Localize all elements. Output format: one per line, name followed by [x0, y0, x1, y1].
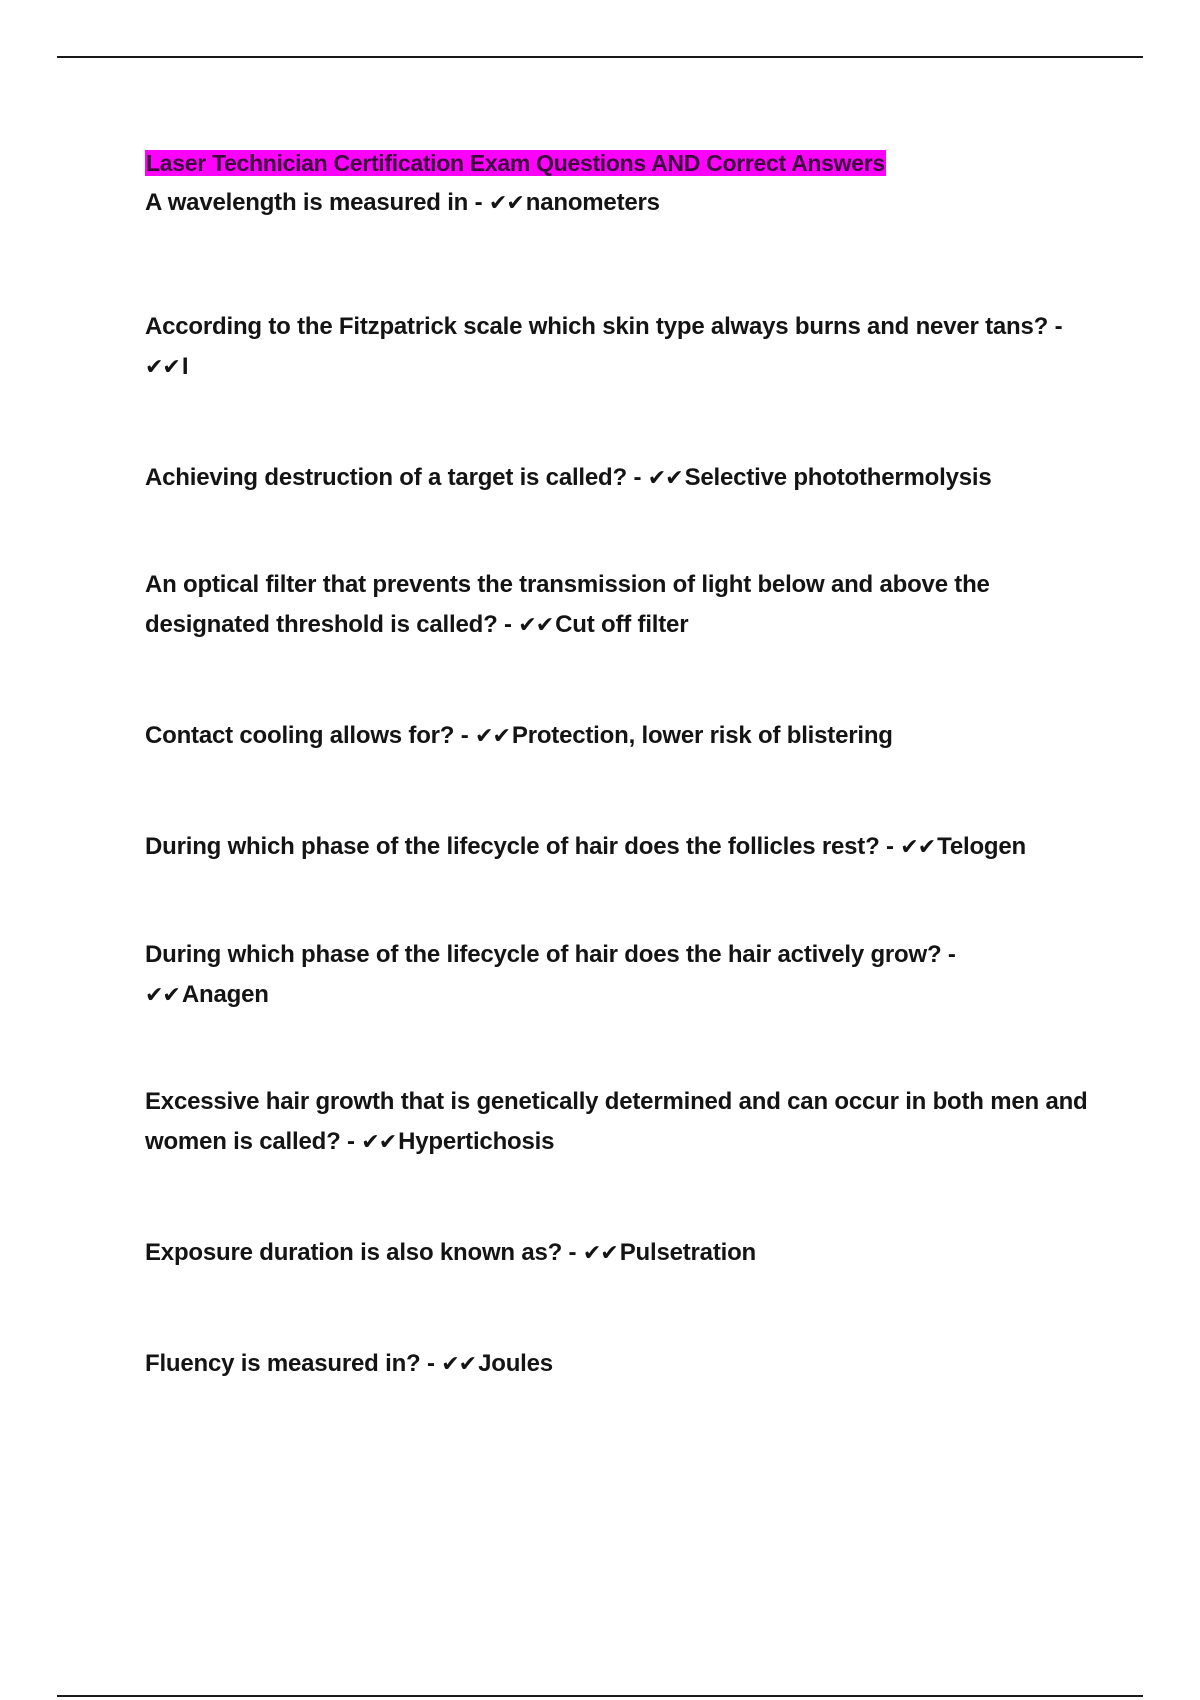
separator: -: [941, 941, 956, 968]
qa-item-4: [145, 565, 1105, 646]
separator: -: [879, 833, 901, 860]
check-mark-icon: ✔✔: [475, 724, 510, 749]
question-text: According to the Fitzpatrick scale which skin type always burns and never tans?: [145, 313, 1049, 340]
question-text: During which phase of the lifecycle of hair does the follicles rest?: [145, 833, 880, 860]
question-text: Contact cooling allows for?: [145, 722, 455, 749]
check-mark-icon: ✔✔: [518, 613, 554, 638]
answer-text: Anagen: [181, 981, 269, 1008]
page-title: [145, 146, 886, 180]
bottom-rule: [57, 1695, 1143, 1697]
question-text: A wavelength is measured in: [145, 189, 469, 216]
question-text: Excessive hair growth that is genetically determined and can occur in both men and women is called?: [145, 1088, 1088, 1155]
answer-text: Selective photothermolysis: [684, 464, 992, 491]
check-mark-icon: ✔✔: [361, 1130, 397, 1155]
answer-text: Protection, lower risk of blistering: [511, 722, 893, 749]
question-text: An optical filter that prevents the transmission of light below and above the designated threshold is called?: [145, 571, 990, 638]
qa-item-10: [145, 1344, 1105, 1385]
check-mark-icon: ✔✔: [441, 1352, 477, 1377]
answer-text: Cut off filter: [555, 611, 689, 638]
separator: -: [468, 189, 489, 216]
question-text: Achieving destruction of a target is called?: [145, 464, 627, 491]
qa-item-5: [145, 716, 1105, 757]
separator: -: [454, 722, 476, 749]
question-text: During which phase of the lifecycle of hair does the hair actively grow?: [145, 941, 942, 968]
separator: -: [340, 1128, 362, 1155]
check-mark-icon: ✔✔: [582, 1241, 618, 1266]
separator: -: [626, 464, 648, 491]
qa-item-7: [145, 935, 1105, 1016]
qa-item-9: [145, 1233, 1105, 1274]
check-mark-icon: ✔✔: [488, 191, 524, 216]
check-mark-icon: ✔✔: [647, 466, 683, 491]
answer-text: Hypertichosis: [398, 1128, 555, 1155]
check-mark-icon: ✔✔: [145, 983, 180, 1008]
qa-item-6: [145, 827, 1105, 868]
page-title-highlight: Laser Technician Certification Exam Questions AND Correct Answers: [146, 150, 885, 176]
qa-item-1: [145, 183, 1105, 224]
qa-item-8: [145, 1082, 1105, 1163]
separator: -: [497, 611, 519, 638]
answer-text: Joules: [478, 1350, 553, 1377]
separator: -: [420, 1350, 442, 1377]
check-mark-icon: ✔✔: [145, 355, 180, 380]
qa-item-3: [145, 458, 1105, 499]
question-text: Fluency is measured in?: [145, 1350, 421, 1377]
top-rule: [57, 56, 1143, 58]
check-mark-icon: ✔✔: [900, 835, 936, 860]
answer-text: nanometers: [525, 189, 660, 216]
qa-item-2: [145, 307, 1105, 388]
answer-text: I: [181, 353, 189, 380]
answer-text: Pulsetration: [619, 1239, 756, 1266]
separator: -: [1048, 313, 1063, 340]
answer-text: Telogen: [937, 833, 1026, 860]
question-text: Exposure duration is also known as?: [145, 1239, 563, 1266]
separator: -: [562, 1239, 583, 1266]
